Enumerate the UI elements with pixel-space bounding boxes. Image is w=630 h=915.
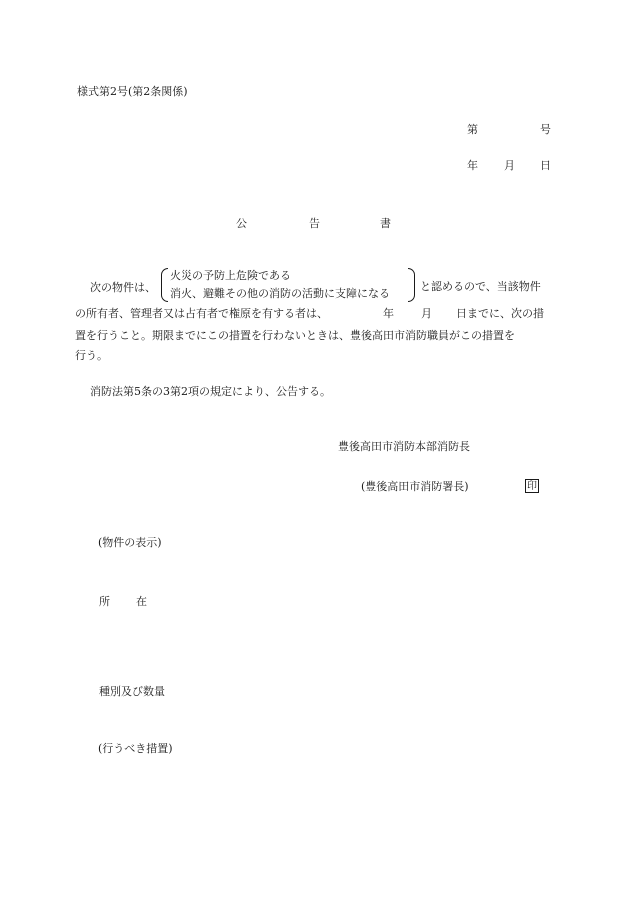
statute-line: 消防法第5条の3第2項の規定により、公告する。	[90, 385, 331, 398]
location-label-a: 所	[99, 595, 110, 608]
property-heading: (物件の表示)	[98, 536, 162, 549]
body-line-2-year: 年	[383, 307, 394, 320]
body-option-2: 消火、避難その他の消防の活動に支障になる	[170, 287, 390, 300]
right-brace	[408, 268, 415, 302]
body-line-2-month: 月	[421, 307, 432, 320]
signatory-subtitle: (豊後高田市消防署長)	[361, 480, 469, 493]
title-char-2: 告	[309, 217, 320, 230]
title-char-1: 公	[236, 217, 247, 230]
body-line-4: 行う。	[75, 349, 108, 362]
body-line-3: 置を行うこと。期限までにこの措置を行わないときは、豊後高田市消防職員がこの措置を	[75, 329, 515, 342]
seal-mark: 印	[527, 481, 537, 492]
body-line-2-tail: 日までに、次の措	[456, 307, 544, 320]
form-label: 様式第2号(第2条関係)	[77, 85, 188, 98]
date-month: 月	[504, 159, 515, 172]
body-after-brace: と認めるので、当該物件	[420, 280, 541, 293]
title-char-3: 書	[380, 217, 391, 230]
number-prefix: 第	[467, 123, 478, 136]
body-lead: 次の物件は、	[90, 281, 156, 294]
body-line-2: の所有者、管理者又は占有者で権原を有する者は、	[75, 307, 328, 320]
body-option-1: 火災の予防上危険である	[170, 269, 291, 282]
left-brace	[161, 268, 168, 302]
signatory-title: 豊後高田市消防本部消防長	[338, 440, 470, 453]
date-year: 年	[467, 159, 478, 172]
measures-heading: (行うべき措置)	[98, 742, 173, 755]
type-quantity-label: 種別及び数量	[99, 685, 165, 698]
date-day: 日	[540, 159, 551, 172]
location-label-b: 在	[136, 595, 147, 608]
number-suffix: 号	[540, 123, 551, 136]
